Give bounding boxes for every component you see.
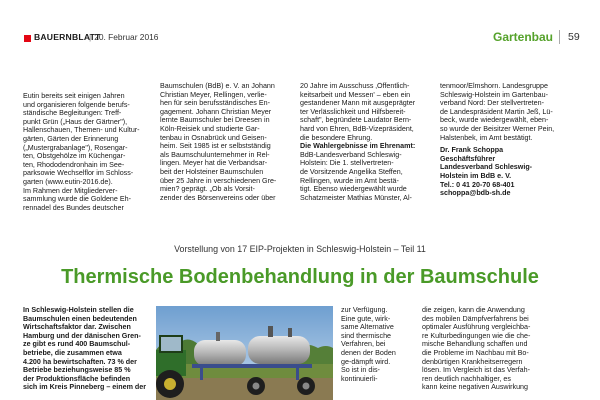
- text-line: Schatzmeister Mathias Münster, Al-: [300, 193, 412, 202]
- text-line: kontinuierli-: [341, 374, 378, 383]
- author-role: Geschäftsführer: [440, 154, 496, 163]
- text-line: mische Behandlung schaffen und: [422, 340, 528, 349]
- text-line: denbürtigen Krankheitserregern: [422, 357, 523, 366]
- text-line: Betriebe beziehungsweise 85 %: [23, 366, 131, 375]
- text-line: heim. Seit 1985 ist er selbstständig: [160, 142, 271, 151]
- text-line: die Probleme im Nachbau mit Bo-: [422, 348, 529, 357]
- author-organization: Landesverband Schleswig-: [440, 163, 533, 172]
- text-line: Halstenbek, im Amt bestätigt.: [440, 133, 533, 142]
- text-line: Köln-Reisiek und studierte Gar-: [160, 124, 260, 133]
- text-line: optimaler Ausführung vergleichba-: [422, 323, 531, 332]
- text-line: ten, Obstgehölze im Küchengar-: [23, 152, 126, 161]
- text-line: Eine gute, wirk-: [341, 314, 391, 323]
- publication-name: BAUERNBLATT: [34, 32, 101, 42]
- text-line: zur Verfügung.: [341, 306, 388, 314]
- text-line: de Landespräsident Martin Jeß, Lü-: [440, 107, 553, 116]
- text-line: same Alternative: [341, 323, 394, 332]
- article-photo: [156, 306, 333, 400]
- article-column-1: [23, 92, 148, 242]
- issue-date: | 20. Februar 2016: [89, 32, 158, 42]
- text-line: keitsarbeit und Messen' – eben ein: [300, 90, 411, 99]
- article-column-2: [160, 82, 288, 242]
- text-line: denen der Boden: [341, 348, 396, 357]
- text-line: Christian Meyer, Rellingen, verlie-: [160, 90, 267, 99]
- text-line: lernte Baumschuler bei Dreesen in: [160, 116, 270, 125]
- article-kicker: Vorstellung von 17 EIP-Projekten in Schleswig-Holstein – Teil 11: [174, 244, 426, 254]
- text-line: BdB-Landesverband Schleswig-: [300, 150, 402, 159]
- text-line: Rellingen, wurde im Amt bestä-: [300, 176, 399, 185]
- text-line: In Schleswig-Holstein stellen die: [23, 306, 134, 314]
- author-name: Dr. Frank Schoppa: [440, 146, 504, 155]
- author-phone: Tel.: 0 41 20-70 68-401: [440, 180, 515, 189]
- text-line: und organisieren folgende berufs-: [23, 100, 130, 109]
- text-line: („Mustergrabanlage"), Rosengar-: [23, 143, 128, 152]
- text-line: gestandener Mann mit ausgeprägter: [300, 99, 416, 108]
- text-line: sind thermische: [341, 331, 392, 340]
- text-line: kann keine negativen Auswirkung: [422, 383, 528, 392]
- text-line: die besondere Ehrung.: [300, 133, 373, 142]
- text-line: gagement. Johann Christian Meyer: [160, 107, 272, 116]
- text-line: beck, wurde wiedergewählt, eben-: [440, 116, 549, 125]
- text-line: Hamburg und der dänischen Gren-: [23, 331, 141, 340]
- text-line: so wurde der Beisitzer Werner Pein,: [440, 124, 555, 133]
- article-column-4: [440, 82, 580, 242]
- page-number: 59: [568, 31, 580, 43]
- text-line: So ist in dis-: [341, 366, 380, 375]
- author-email[interactable]: schoppa@bdb-sh.de: [440, 189, 511, 198]
- author-contact-block: [440, 146, 580, 198]
- header-divider: [559, 30, 560, 44]
- text-line: beit der Holsteiner Baumschulen: [160, 167, 264, 176]
- text-line: des mobilen Dämpfverfahrens bei: [422, 314, 529, 323]
- article-column-5: [341, 306, 413, 400]
- text-line: Schleswig-Holstein im Gartenbau-: [440, 90, 548, 99]
- text-line: ge-dämpft wird.: [341, 357, 391, 366]
- text-line: re Kulturbedingungen wie die che-: [422, 331, 531, 340]
- page-header: [0, 0, 600, 78]
- text-line: ständische Begleitungen: Treff-: [23, 109, 122, 118]
- text-line: Hallenschauen, Themen- und Kultur-: [23, 126, 140, 135]
- text-line: de Vorsitzende Angelika Steffen,: [300, 167, 403, 176]
- text-line: gärten, Gärten der Erinnerung: [23, 134, 119, 143]
- text-line: garten (www.eutin-2016.de).: [23, 177, 113, 186]
- text-line: rennadel des Bundes deutscher: [23, 203, 124, 212]
- section-title: Gartenbau: [493, 30, 554, 44]
- article-column-6: [422, 306, 582, 400]
- text-line: sammlung wurde die Goldene Eh-: [23, 195, 131, 204]
- text-line: tigt. Ebenso wiedergewählt wurde: [300, 185, 407, 194]
- text-line: Im Rahmen der Mitgliederver-: [23, 186, 118, 195]
- section-subheading: Die Wahlergebnisse im Ehrenamt:: [300, 142, 416, 151]
- text-line: ten, Rhododendronhain im See-: [23, 160, 125, 169]
- text-line: hen für sein berufsständisches En-: [160, 99, 270, 108]
- text-line: lingen. Meyer hat die Verbandsar-: [160, 159, 268, 168]
- text-line: betriebe, die zusammen etwa: [23, 348, 122, 357]
- text-line: als Baumschulunternehmer in Rel-: [160, 150, 270, 159]
- text-line: 20 Jahre im Ausschuss ‚Öffentlich-: [300, 82, 410, 90]
- author-organization: Holstein im BdB e. V.: [440, 171, 512, 180]
- text-line: verband Nord: Der stellvertreten-: [440, 99, 544, 108]
- text-line: über 25 Jahre in verschiedenen Gre-: [160, 176, 277, 185]
- article-headline: Thermische Bodenbehandlung in der Baumschule: [61, 266, 539, 288]
- text-line: ren deutlich nachhaltiger, es: [422, 374, 511, 383]
- text-line: Baumschulen (BdB) e. V. an Johann: [160, 82, 275, 90]
- text-line: Baumschulen einen bedeutenden: [23, 314, 137, 323]
- article-column-3: [300, 82, 426, 242]
- text-line: der Produktionsfläche befinden: [23, 374, 131, 383]
- text-line: sich im Kreis Pinneberg – einem der: [23, 383, 147, 392]
- text-line: Holstein: Die 1. stellvertreten-: [300, 159, 394, 168]
- text-line: mien? geprägt. „Ob als Vorsit-: [160, 185, 255, 194]
- text-line: schaft", begründete Laudator Bern-: [300, 116, 412, 125]
- text-line: Wirtschaftsfaktor dar. Zwischen: [23, 323, 131, 332]
- text-line: ter Verlässlichkeit und Hilfsbereit-: [300, 107, 406, 116]
- article-lead: [23, 306, 148, 400]
- text-line: hard von Ehren, BdB-Vizepräsident,: [300, 124, 414, 133]
- text-line: 4.200 ha bewirtschaften. 73 % der: [23, 357, 137, 366]
- text-line: die zeigen, kann die Anwendung: [422, 306, 525, 314]
- text-line: Eutin bereits seit einigen Jahren: [23, 92, 125, 100]
- text-line: parksowie Wechselflor im Schloss-: [23, 169, 134, 178]
- text-line: tenmoor/Elmshorn. Landesgruppe: [440, 82, 548, 90]
- text-line: ze gibt es rund 400 Baumschul-: [23, 340, 131, 349]
- text-line: Verfahren, bei: [341, 340, 386, 349]
- text-line: zender des Börsenvereins oder über: [160, 193, 276, 202]
- text-line: tenbau in Osnabrück und Geisen-: [160, 133, 267, 142]
- text-line: lösen. Im Vergleich ist das Verfah-: [422, 366, 530, 375]
- text-line: punkt Grün („Haus der Gärtner"),: [23, 117, 128, 126]
- tractor-steaming-photo: [156, 306, 333, 400]
- brand-square-icon: [24, 35, 31, 42]
